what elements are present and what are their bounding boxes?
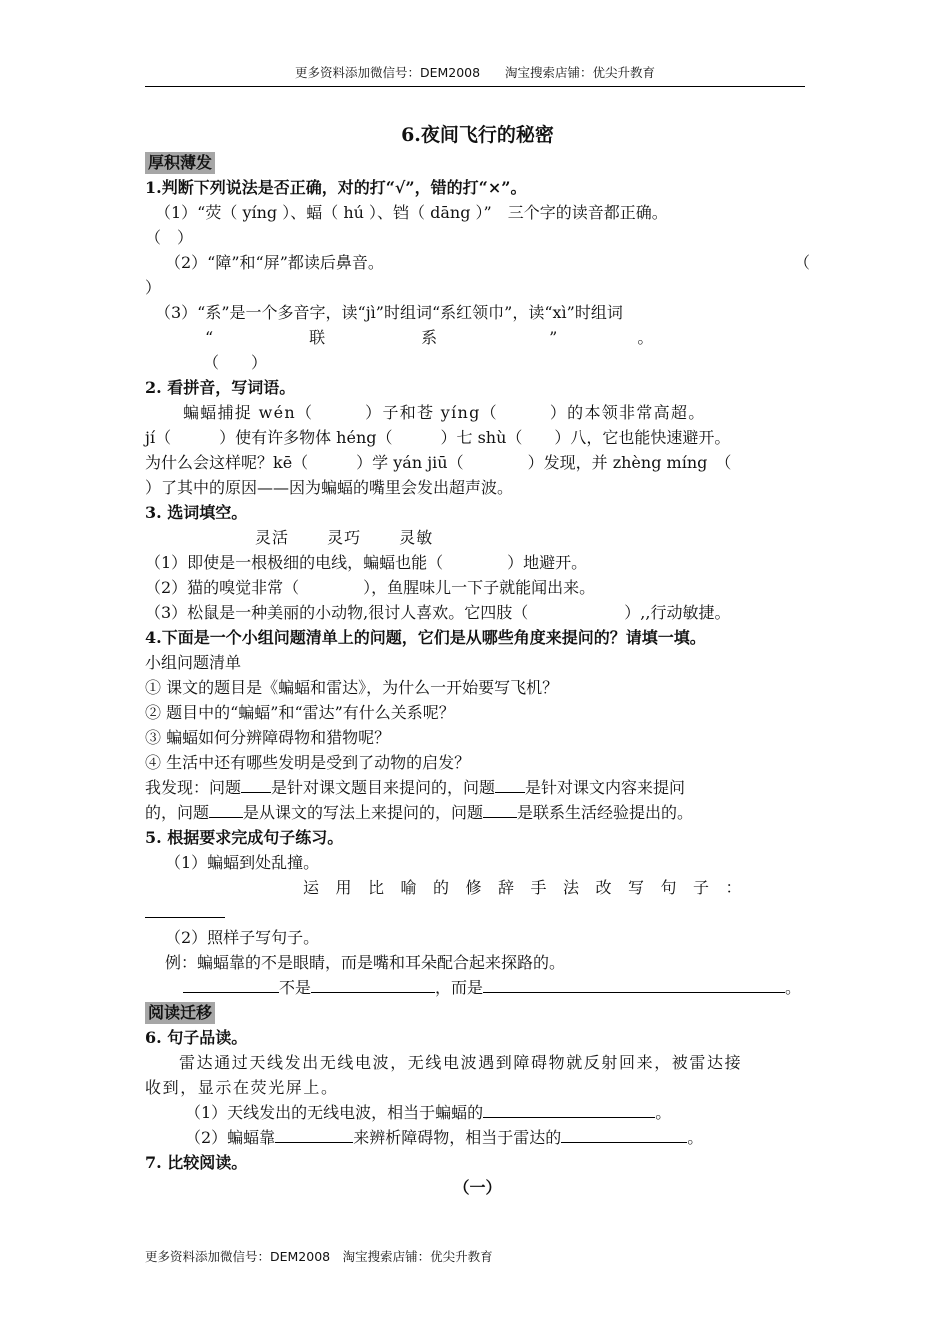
q1-stem: 1.判断下列说法是否正确，对的打“√”，错的打“×”。 xyxy=(145,178,527,197)
q4-fill-line1 xyxy=(145,775,810,800)
q4-blank-3[interactable] xyxy=(209,803,243,818)
page-title: 6.夜间飞行的秘密 xyxy=(401,124,554,146)
q5-stem: 5. 根据要求完成句子练习。 xyxy=(145,828,344,847)
q3-line3: （3）松鼠是一种美丽的小动物,很讨人喜欢。它四肢（ ）,,行动敏捷。 xyxy=(145,603,731,622)
q6-answer-text: 。 xyxy=(687,1128,704,1147)
q6-blank-3[interactable] xyxy=(561,1128,687,1143)
q1-item3-cont: “ 联 系 ” 。 xyxy=(205,328,654,347)
q4-item-2: ② 题目中的“蝙蝠”和“雷达”有什么关系呢？ xyxy=(145,703,455,722)
q3-line2: （2）猫的嗅觉非常（ ），鱼腥味儿一下子就能闻出来。 xyxy=(145,578,596,597)
q4-stem: 4.下面是一个小组问题清单上的问题，它们是从哪些角度来提问的？请填一填。 xyxy=(145,628,706,647)
q4-item-1: ① 课文的题目是《蝙蝠和雷达》，为什么一开始要写飞机？ xyxy=(145,678,559,697)
q1-item1-paren: （ ） xyxy=(145,228,194,247)
q4-blank-1[interactable] xyxy=(241,778,271,793)
q6-answer-text: （1）天线发出的无线电波，相当于蝙蝠的 xyxy=(185,1103,484,1122)
q6-blank-2[interactable] xyxy=(275,1128,353,1143)
q4-fill-line2 xyxy=(145,800,810,825)
q5-answer-blank-1[interactable] xyxy=(145,903,225,918)
q4-fill-text: 我发现：问题 xyxy=(145,778,242,797)
q4-fill-text: 是从课文的写法上来提问的，问题 xyxy=(243,803,484,822)
q1-item3-paren: （ ） xyxy=(203,353,268,372)
q4-blank-4[interactable] xyxy=(483,803,517,818)
section-label-1: 厚积薄发 xyxy=(145,152,215,174)
q3-stem: 3. 选词填空。 xyxy=(145,503,248,522)
q5-pattern-text: ，而是 xyxy=(435,978,484,997)
page-footer: 更多资料添加微信号：DEM2008 淘宝搜索店铺：优尖升教育 xyxy=(145,1249,493,1264)
q5-blank-c[interactable] xyxy=(483,978,785,993)
q5-blank-b[interactable] xyxy=(311,978,435,993)
q6-passage-2: 收到，显示在荧光屏上。 xyxy=(145,1078,339,1097)
q4-fill-text: 是针对课文题目来提问的，问题 xyxy=(271,778,496,797)
q1-item3: （3）“系”是一个多音字，读“jì”时组词“系红领巾”，读“xì”时组词 xyxy=(155,303,623,322)
q4-fill-text: 是针对课文内容来提问 xyxy=(525,778,686,797)
q4-blank-2[interactable] xyxy=(495,778,525,793)
q4-item-3: ③ 蝙蝠如何分辨障碍物和猎物呢？ xyxy=(145,728,391,747)
q5-sentence2: （2）照样子写句子。 xyxy=(165,928,320,947)
q3-options xyxy=(255,525,465,550)
q1-item2-paren-close: ） xyxy=(145,278,162,297)
q1-item1: （1）“荧（ yíng ）、蝠（ hú ）、铛（ dāng ）” 三个字的读音都正确。 xyxy=(155,203,668,222)
q3-line1: （1）即使是一根极细的电线，蝙蝠也能（ ）地避开。 xyxy=(145,553,588,572)
q7-stem: 7. 比较阅读。 xyxy=(145,1153,248,1172)
q6-blank-1[interactable] xyxy=(483,1103,655,1118)
q5-pattern-line xyxy=(145,975,810,1000)
q2-stem: 2. 看拼音，写词语。 xyxy=(145,378,296,397)
q4-fill-text: 是联系生活经验提出的。 xyxy=(517,803,694,822)
q6-answer-text: （2）蝙蝠靠 xyxy=(185,1128,276,1147)
q7-part-label: （一） xyxy=(453,1178,502,1197)
q2-line3: 为什么会这样呢？kē（ ）学 yán jiū（ ）发现，并 zhèng míng （ xyxy=(145,453,732,472)
q4-fill-text: 的，问题 xyxy=(145,803,210,822)
q5-pattern-text: 。 xyxy=(785,978,802,997)
q3-option-2: 灵巧 xyxy=(327,528,362,547)
q5-instruction: 运用比喻的修辞手法改写句子： xyxy=(303,878,759,897)
q5-pattern-text: 不是 xyxy=(279,978,312,997)
q6-answer-text: 。 xyxy=(655,1103,672,1122)
q5-blank-a[interactable] xyxy=(183,978,279,993)
q6-answer-2 xyxy=(145,1125,810,1150)
section-label-2: 阅读迁移 xyxy=(145,1002,215,1024)
q3-option-3: 灵敏 xyxy=(399,528,434,547)
q3-option-1: 灵活 xyxy=(255,528,290,547)
q1-item2: （2）“障”和“屏”都读后鼻音。 xyxy=(165,253,384,272)
q5-example: 例：蝙蝠靠的不是眼睛，而是嘴和耳朵配合起来探路的。 xyxy=(165,953,566,972)
q6-answer-1 xyxy=(145,1100,810,1125)
q2-line2: jí（ ）使有许多物体 héng（ ）七 shù（ ）八，它也能快速避开。 xyxy=(145,428,731,447)
q5-sentence1: （1）蝙蝠到处乱撞。 xyxy=(165,853,320,872)
q6-answer-text: 来辨析障碍物，相当于雷达的 xyxy=(353,1128,562,1147)
q2-line4: ）了其中的原因——因为蝙蝠的嘴里会发出超声波。 xyxy=(145,478,514,497)
q6-stem: 6. 句子品读。 xyxy=(145,1028,248,1047)
q4-item-4: ④ 生活中还有哪些发明是受到了动物的启发？ xyxy=(145,753,471,772)
q4-list-title: 小组问题清单 xyxy=(145,653,242,672)
q6-passage-1: 雷达通过天线发出无线电波，无线电波遇到障碍物就反射回来，被雷达接 xyxy=(179,1053,743,1072)
q2-line1: 蝙蝠捕捉 wén（ ）子和苍 yíng（ ）的本领非常高超。 xyxy=(183,403,706,422)
q1-item2-paren-open: （ xyxy=(793,253,810,272)
page-header: 更多资料添加微信号：DEM2008 淘宝搜索店铺：优尖升教育 xyxy=(145,64,805,87)
worksheet xyxy=(145,120,810,1200)
